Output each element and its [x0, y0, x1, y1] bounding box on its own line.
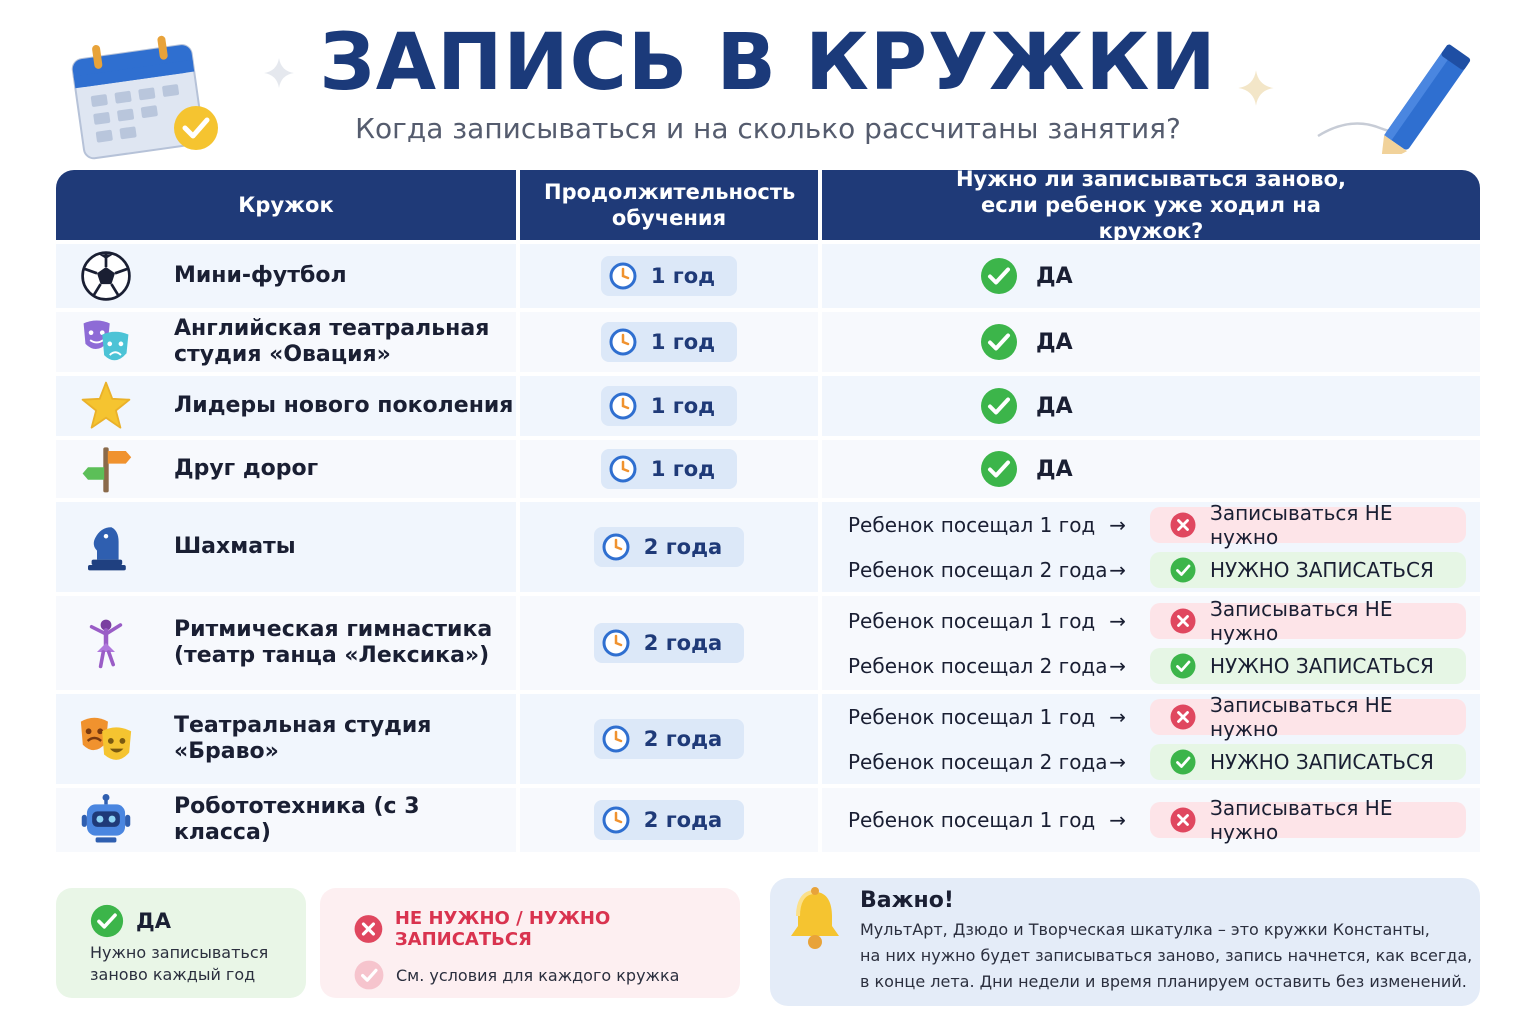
check-circle-icon — [354, 960, 384, 990]
condition-line — [822, 598, 1480, 643]
table-row — [56, 244, 1480, 308]
condition-result: НУЖНО ЗАПИСАТЬСЯ — [1210, 557, 1434, 582]
cross-circle-icon — [1170, 608, 1196, 634]
arrow-icon: → — [1109, 749, 1126, 774]
condition-text: Ребенок посещал 2 года — [848, 557, 1108, 582]
condition-text: Ребенок посещал 1 год — [848, 704, 1096, 729]
club-name: Ритмическая гимнастика (театр танца «Лексика») — [174, 617, 493, 668]
soccer-ball-icon — [76, 246, 136, 306]
duration-value: 2 года — [643, 631, 723, 655]
not-needed-badge — [1150, 796, 1466, 844]
reenroll-cell — [822, 440, 1480, 498]
club-name: Робототехника (с 3 класса) — [174, 794, 420, 845]
condition-text: Ребенок посещал 1 год — [848, 808, 1096, 832]
club-name: Лидеры нового поколения — [174, 393, 514, 418]
column-header-reenroll: Нужно ли записываться заново, если ребенок уже ходил на кружок? — [822, 170, 1480, 240]
check-circle-icon — [980, 323, 1018, 361]
signpost-icon — [76, 439, 136, 499]
reenroll-cell — [822, 694, 1480, 784]
comedy-masks-icon — [76, 709, 136, 769]
table-row — [56, 596, 1480, 690]
clock-icon — [602, 533, 630, 561]
theater-masks-icon — [76, 312, 136, 372]
club-name: Мини-футбол — [174, 263, 347, 288]
cross-circle-icon — [1170, 512, 1196, 538]
not-needed-badge — [1150, 500, 1466, 549]
condition-line — [822, 547, 1480, 592]
table-row — [56, 440, 1480, 498]
club-cell — [56, 440, 516, 498]
condition-text: Ребенок посещал 2 года — [848, 653, 1108, 678]
clock-icon — [602, 629, 630, 657]
answer-yes: ДА — [1036, 329, 1073, 355]
check-circle-icon — [1170, 653, 1196, 679]
duration-badge — [601, 386, 737, 426]
important-note — [770, 878, 1480, 1006]
duration-cell — [520, 788, 818, 852]
check-circle-icon — [980, 450, 1018, 488]
bell-icon — [786, 886, 844, 952]
star-icon — [76, 376, 136, 436]
club-cell — [56, 376, 516, 436]
duration-badge — [601, 449, 737, 489]
arrow-icon: → — [1109, 557, 1126, 582]
legend-yes-title: ДА — [136, 909, 171, 933]
duration-value: 1 год — [650, 264, 716, 288]
condition-line — [822, 798, 1480, 843]
condition-line — [822, 694, 1480, 739]
condition-line — [822, 739, 1480, 784]
chess-knight-icon — [76, 517, 136, 577]
important-line: МультАрт, Дзюдо и Творческая шкатулка – это кружки Константы, — [860, 920, 1430, 939]
reenroll-cell — [822, 596, 1480, 690]
duration-cell — [520, 244, 818, 308]
club-cell — [56, 788, 516, 852]
duration-value: 1 год — [650, 330, 716, 354]
legend-conditional — [320, 888, 740, 998]
page-title: ЗАПИСЬ В КРУЖКИ — [319, 18, 1217, 108]
duration-cell — [520, 694, 818, 784]
arrow-icon: → — [1109, 653, 1126, 678]
club-cell — [56, 694, 516, 784]
not-needed-badge — [1150, 596, 1466, 645]
reenroll-cell — [822, 312, 1480, 372]
duration-value: 1 год — [650, 457, 716, 481]
important-title: Важно! — [860, 888, 954, 913]
robot-icon — [76, 790, 136, 850]
cross-circle-icon — [1170, 807, 1196, 833]
duration-badge — [601, 322, 737, 362]
condition-result: НУЖНО ЗАПИСАТЬСЯ — [1210, 653, 1434, 678]
duration-value: 1 год — [650, 394, 716, 418]
column-header-club: Кружок — [56, 170, 516, 240]
legend-yes — [56, 888, 306, 998]
check-circle-icon — [980, 257, 1018, 295]
need-enroll-badge — [1150, 552, 1466, 588]
answer-yes: ДА — [1036, 393, 1073, 419]
duration-cell — [520, 440, 818, 498]
table-header — [56, 167, 1480, 243]
duration-value: 2 года — [643, 535, 723, 559]
duration-cell — [520, 312, 818, 372]
clock-icon — [609, 328, 637, 356]
clock-icon — [602, 725, 630, 753]
duration-cell — [520, 376, 818, 436]
duration-badge — [594, 527, 744, 567]
need-enroll-badge — [1150, 744, 1466, 780]
club-cell — [56, 596, 516, 690]
condition-result: Записываться НЕ нужно — [1210, 596, 1393, 645]
club-cell — [56, 312, 516, 372]
clock-icon — [609, 455, 637, 483]
check-circle-icon — [90, 904, 124, 938]
duration-cell — [520, 502, 818, 592]
important-line: на них нужно будет записываться заново, запись начнется, как всегда, — [860, 946, 1473, 965]
club-cell — [56, 502, 516, 592]
clock-icon — [609, 262, 637, 290]
dancer-icon — [76, 613, 136, 673]
arrow-icon: → — [1109, 704, 1126, 729]
important-line: в конце лета. Дни недели и время планируем оставить без изменений. — [860, 972, 1467, 991]
duration-badge — [594, 800, 744, 840]
check-circle-icon — [1170, 749, 1196, 775]
clock-icon — [602, 806, 630, 834]
table-row — [56, 788, 1480, 852]
clubs-table — [56, 167, 1480, 852]
duration-badge — [594, 719, 744, 759]
check-circle-icon — [1170, 557, 1196, 583]
club-name: Театральная студия «Браво» — [174, 713, 432, 764]
condition-line — [822, 643, 1480, 688]
column-header-duration: Продолжительность обучения — [520, 170, 818, 240]
answer-yes: ДА — [1036, 263, 1073, 289]
reenroll-cell — [822, 788, 1480, 852]
club-name: Шахматы — [174, 534, 296, 559]
condition-result: НУЖНО ЗАПИСАТЬСЯ — [1210, 749, 1434, 774]
clock-icon — [609, 392, 637, 420]
arrow-icon: → — [1109, 608, 1126, 633]
reenroll-cell — [822, 244, 1480, 308]
legend-yes-text: Нужно записываться заново каждый год — [90, 943, 269, 984]
cross-circle-icon — [1170, 704, 1196, 730]
duration-cell — [520, 596, 818, 690]
arrow-icon: → — [1109, 808, 1126, 832]
answer-yes: ДА — [1036, 456, 1073, 482]
table-row — [56, 312, 1480, 372]
table-row — [56, 502, 1480, 592]
condition-result: Записываться НЕ нужно — [1210, 500, 1393, 549]
condition-result: Записываться НЕ нужно — [1210, 796, 1393, 844]
club-name: Английская театральная студия «Овация» — [174, 316, 490, 367]
table-row — [56, 694, 1480, 784]
reenroll-cell — [822, 376, 1480, 436]
table-row — [56, 376, 1480, 436]
club-name: Друг дорог — [174, 456, 319, 481]
duration-badge — [601, 256, 737, 296]
condition-result: Записываться НЕ нужно — [1210, 692, 1393, 741]
legend-conditional-title: НЕ НУЖНО / НУЖНО ЗАПИСАТЬСЯ — [394, 908, 611, 950]
page-subtitle: Когда записываться и на сколько рассчитаны занятия? — [355, 112, 1181, 145]
legend-conditional-text: См. условия для каждого кружка — [396, 965, 680, 985]
condition-text: Ребенок посещал 1 год — [848, 608, 1096, 633]
not-needed-badge — [1150, 692, 1466, 741]
need-enroll-badge — [1150, 648, 1466, 684]
club-cell — [56, 244, 516, 308]
reenroll-cell — [822, 502, 1480, 592]
condition-text: Ребенок посещал 1 год — [848, 512, 1096, 537]
check-circle-icon — [980, 387, 1018, 425]
duration-value: 2 года — [643, 727, 723, 751]
condition-line — [822, 502, 1480, 547]
cross-circle-icon — [354, 914, 383, 944]
duration-value: 2 года — [643, 808, 723, 832]
duration-badge — [594, 623, 744, 663]
condition-text: Ребенок посещал 2 года — [848, 749, 1108, 774]
arrow-icon: → — [1109, 512, 1126, 537]
